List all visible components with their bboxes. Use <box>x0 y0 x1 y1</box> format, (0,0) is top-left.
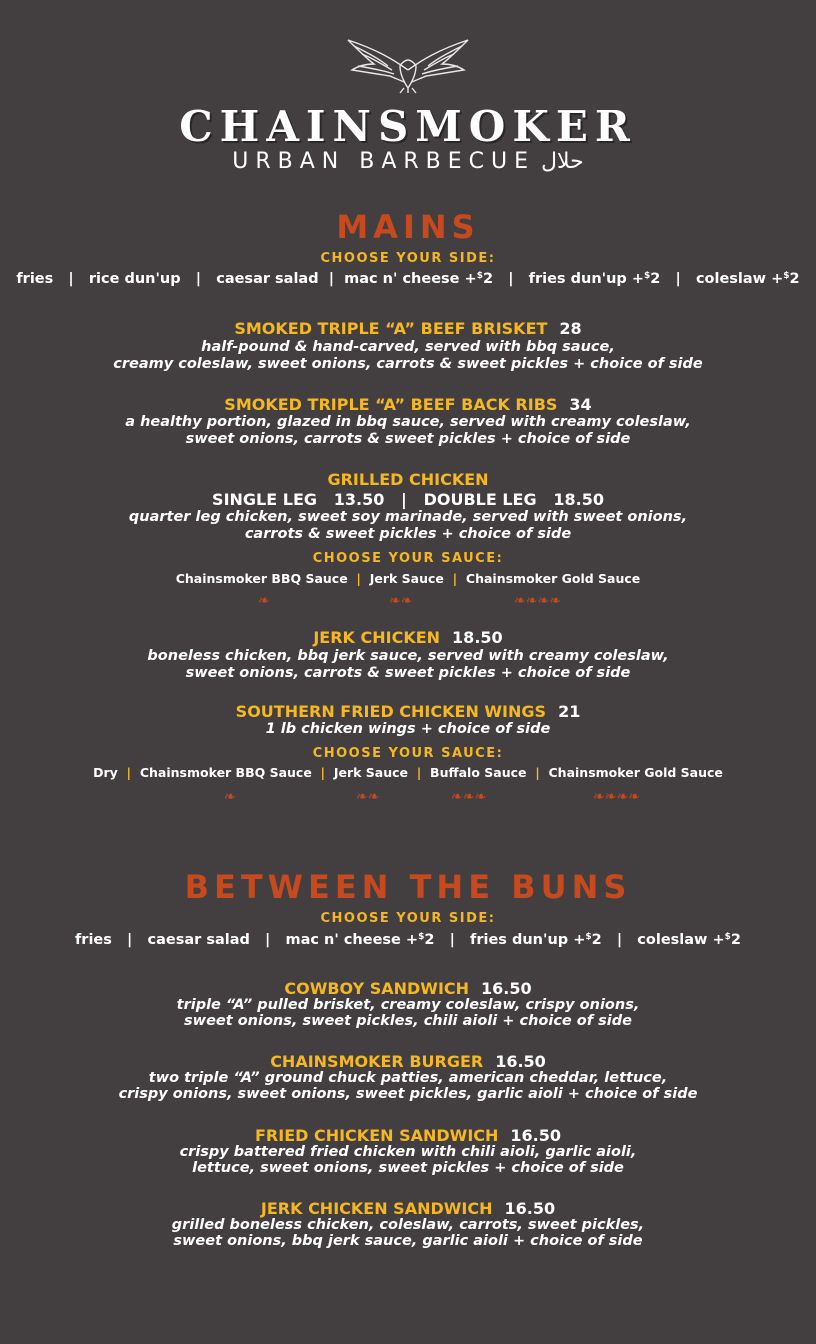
item-price: 18.50 <box>452 628 503 647</box>
fried-desc-2: lettuce, sweet onions, sweet pickles + choice of side <box>192 1160 624 1176</box>
grilled-sauces: Chainsmoker BBQ Sauce | Jerk Sauce | Chainsmoker Gold Sauce <box>175 571 641 586</box>
single-leg-price: 13.50 <box>333 490 385 509</box>
chili-pepper-icon: ❧ <box>222 789 238 805</box>
jerk-title <box>0 628 816 648</box>
side-item: caesar salad <box>147 932 250 948</box>
item-price: 34 <box>569 395 592 414</box>
jerk-desc-1: boneless chicken, bbq jerk sauce, served with creamy coleslaw, <box>147 648 669 664</box>
item-price: 16.50 <box>495 1052 546 1071</box>
side-item: mac n' cheese +$2 <box>344 271 494 287</box>
mains-choose-side: CHOOSE YOUR SIDE: <box>320 251 496 266</box>
eagle-logo-icon <box>344 36 472 94</box>
chili-pepper-icon: ❧❧❧ <box>449 789 488 805</box>
halal-label: حلال <box>541 149 584 174</box>
brisket-desc-2: creamy coleslaw, sweet onions, carrots & sweet pickles + choice of side <box>113 356 703 372</box>
grilled-desc-1: quarter leg chicken, sweet soy marinade, served with sweet onions, <box>128 509 688 525</box>
cowboy-title <box>0 979 816 999</box>
item-name: JERK CHICKEN <box>313 628 441 647</box>
item-name: CHAINSMOKER BURGER <box>270 1052 484 1071</box>
sauce-item: Chainsmoker BBQ Sauce <box>175 571 348 586</box>
item-name: JERK CHICKEN SANDWICH <box>260 1199 493 1218</box>
fried-desc-1: crispy battered fried chicken with chili aioli, garlic aioli, <box>179 1144 637 1160</box>
jerksand-title <box>0 1199 816 1219</box>
burger-desc-2: crispy onions, sweet onions, sweet pickles, garlic aioli + choice of side <box>118 1086 698 1102</box>
sauce-item: Chainsmoker Gold Sauce <box>465 571 641 586</box>
brand-name: CHAINSMOKER <box>179 102 637 151</box>
mains-title: MAINS <box>336 208 480 246</box>
cowboy-desc-1: triple “A” pulled brisket, creamy coleslaw, crispy onions, <box>176 997 640 1013</box>
mains-sides: fries | rice dun'up | caesar salad | mac n' cheese +$2 | fries dun'up +$2 | coleslaw +$2 <box>16 271 800 287</box>
ribs-desc-1: a healthy portion, glazed in bbq sauce, served with creamy coleslaw, <box>125 414 691 430</box>
cowboy-desc-2: sweet onions, sweet pickles, chili aioli + choice of side <box>184 1013 632 1029</box>
jerksand-desc-2: sweet onions, bbq jerk sauce, garlic aioli + choice of side <box>173 1233 643 1249</box>
wings-title <box>0 702 816 722</box>
sauce-item: Dry <box>93 765 118 780</box>
item-price: 28 <box>559 319 582 338</box>
wings-sauces: Dry | Chainsmoker BBQ Sauce | Jerk Sauce | Buffalo Sauce | Chainsmoker Gold Sauce <box>93 765 723 780</box>
sauce-item: Buffalo Sauce <box>430 765 527 780</box>
wings-desc-1: 1 lb chicken wings + choice of side <box>265 721 551 737</box>
item-name: SMOKED TRIPLE “A” BEEF BRISKET <box>234 319 548 338</box>
item-name: GRILLED CHICKEN <box>327 470 489 489</box>
burger-title <box>0 1052 816 1072</box>
jerk-desc-2: sweet onions, carrots & sweet pickles + choice of side <box>185 665 631 681</box>
burger-desc-1: two triple “A” ground chuck patties, american cheddar, lettuce, <box>148 1070 668 1086</box>
brand-tagline <box>0 148 816 176</box>
side-item: caesar salad <box>216 271 319 287</box>
fried-title <box>0 1126 816 1146</box>
ribs-desc-2: sweet onions, carrots & sweet pickles + choice of side <box>185 431 631 447</box>
double-leg-price: 18.50 <box>553 490 604 509</box>
chili-pepper-icon: ❧ <box>256 593 272 609</box>
item-name: SMOKED TRIPLE “A” BEEF BACK RIBS <box>224 395 558 414</box>
single-leg-label: SINGLE LEG <box>212 490 317 509</box>
side-item: fries <box>16 271 54 287</box>
ribs-title <box>0 395 816 415</box>
sauce-item: Chainsmoker BBQ Sauce <box>139 765 312 780</box>
brisket-title <box>0 319 816 339</box>
double-leg-label: DOUBLE LEG <box>423 490 537 509</box>
sauce-item: Chainsmoker Gold Sauce <box>548 765 723 780</box>
sauce-item: Jerk Sauce <box>369 571 444 586</box>
item-name: FRIED CHICKEN SANDWICH <box>254 1126 499 1145</box>
side-item: coleslaw +$2 <box>637 932 741 948</box>
buns-choose-side: CHOOSE YOUR SIDE: <box>320 911 496 926</box>
wings-choose-sauce: CHOOSE YOUR SAUCE: <box>312 746 504 761</box>
sauce-item: Jerk Sauce <box>333 765 409 780</box>
brisket-desc-1: half-pound & hand-carved, served with bbq sauce, <box>201 339 615 355</box>
side-item: coleslaw +$2 <box>695 271 800 287</box>
item-name: COWBOY SANDWICH <box>284 979 470 998</box>
item-name: SOUTHERN FRIED CHICKEN WINGS <box>235 702 547 721</box>
grilled-desc-2: carrots & sweet pickles + choice of side <box>244 526 572 542</box>
jerksand-desc-1: grilled boneless chicken, coleslaw, carrots, sweet pickles, <box>171 1217 645 1233</box>
side-item: fries <box>74 932 112 948</box>
side-item: fries dun'up +$2 <box>470 932 602 948</box>
grilled-choose-sauce: CHOOSE YOUR SAUCE: <box>312 551 504 566</box>
side-item: mac n' cheese +$2 <box>285 932 435 948</box>
grilled-title <box>0 470 816 490</box>
item-price: 16.50 <box>504 1199 556 1218</box>
item-price: 21 <box>558 702 581 721</box>
side-item: rice dun'up <box>88 271 181 287</box>
grilled-legs: SINGLE LEG 13.50 | DOUBLE LEG 18.50 <box>212 490 604 509</box>
chili-pepper-icon: ❧❧ <box>387 593 414 609</box>
chili-pepper-icon: ❧❧ <box>354 789 381 805</box>
side-item: fries dun'up +$2 <box>528 271 661 287</box>
buns-sides: fries | caesar salad | mac n' cheese +$2 | fries dun'up +$2 | coleslaw +$2 <box>74 932 741 948</box>
chili-pepper-icon: ❧❧❧❧ <box>591 789 642 805</box>
item-price: 16.50 <box>510 1126 562 1145</box>
tagline-text: URBAN BARBECUE <box>232 149 536 174</box>
buns-title: BETWEEN THE BUNS <box>184 868 632 906</box>
chili-pepper-icon: ❧❧❧❧ <box>512 593 563 609</box>
item-price: 16.50 <box>481 979 532 998</box>
